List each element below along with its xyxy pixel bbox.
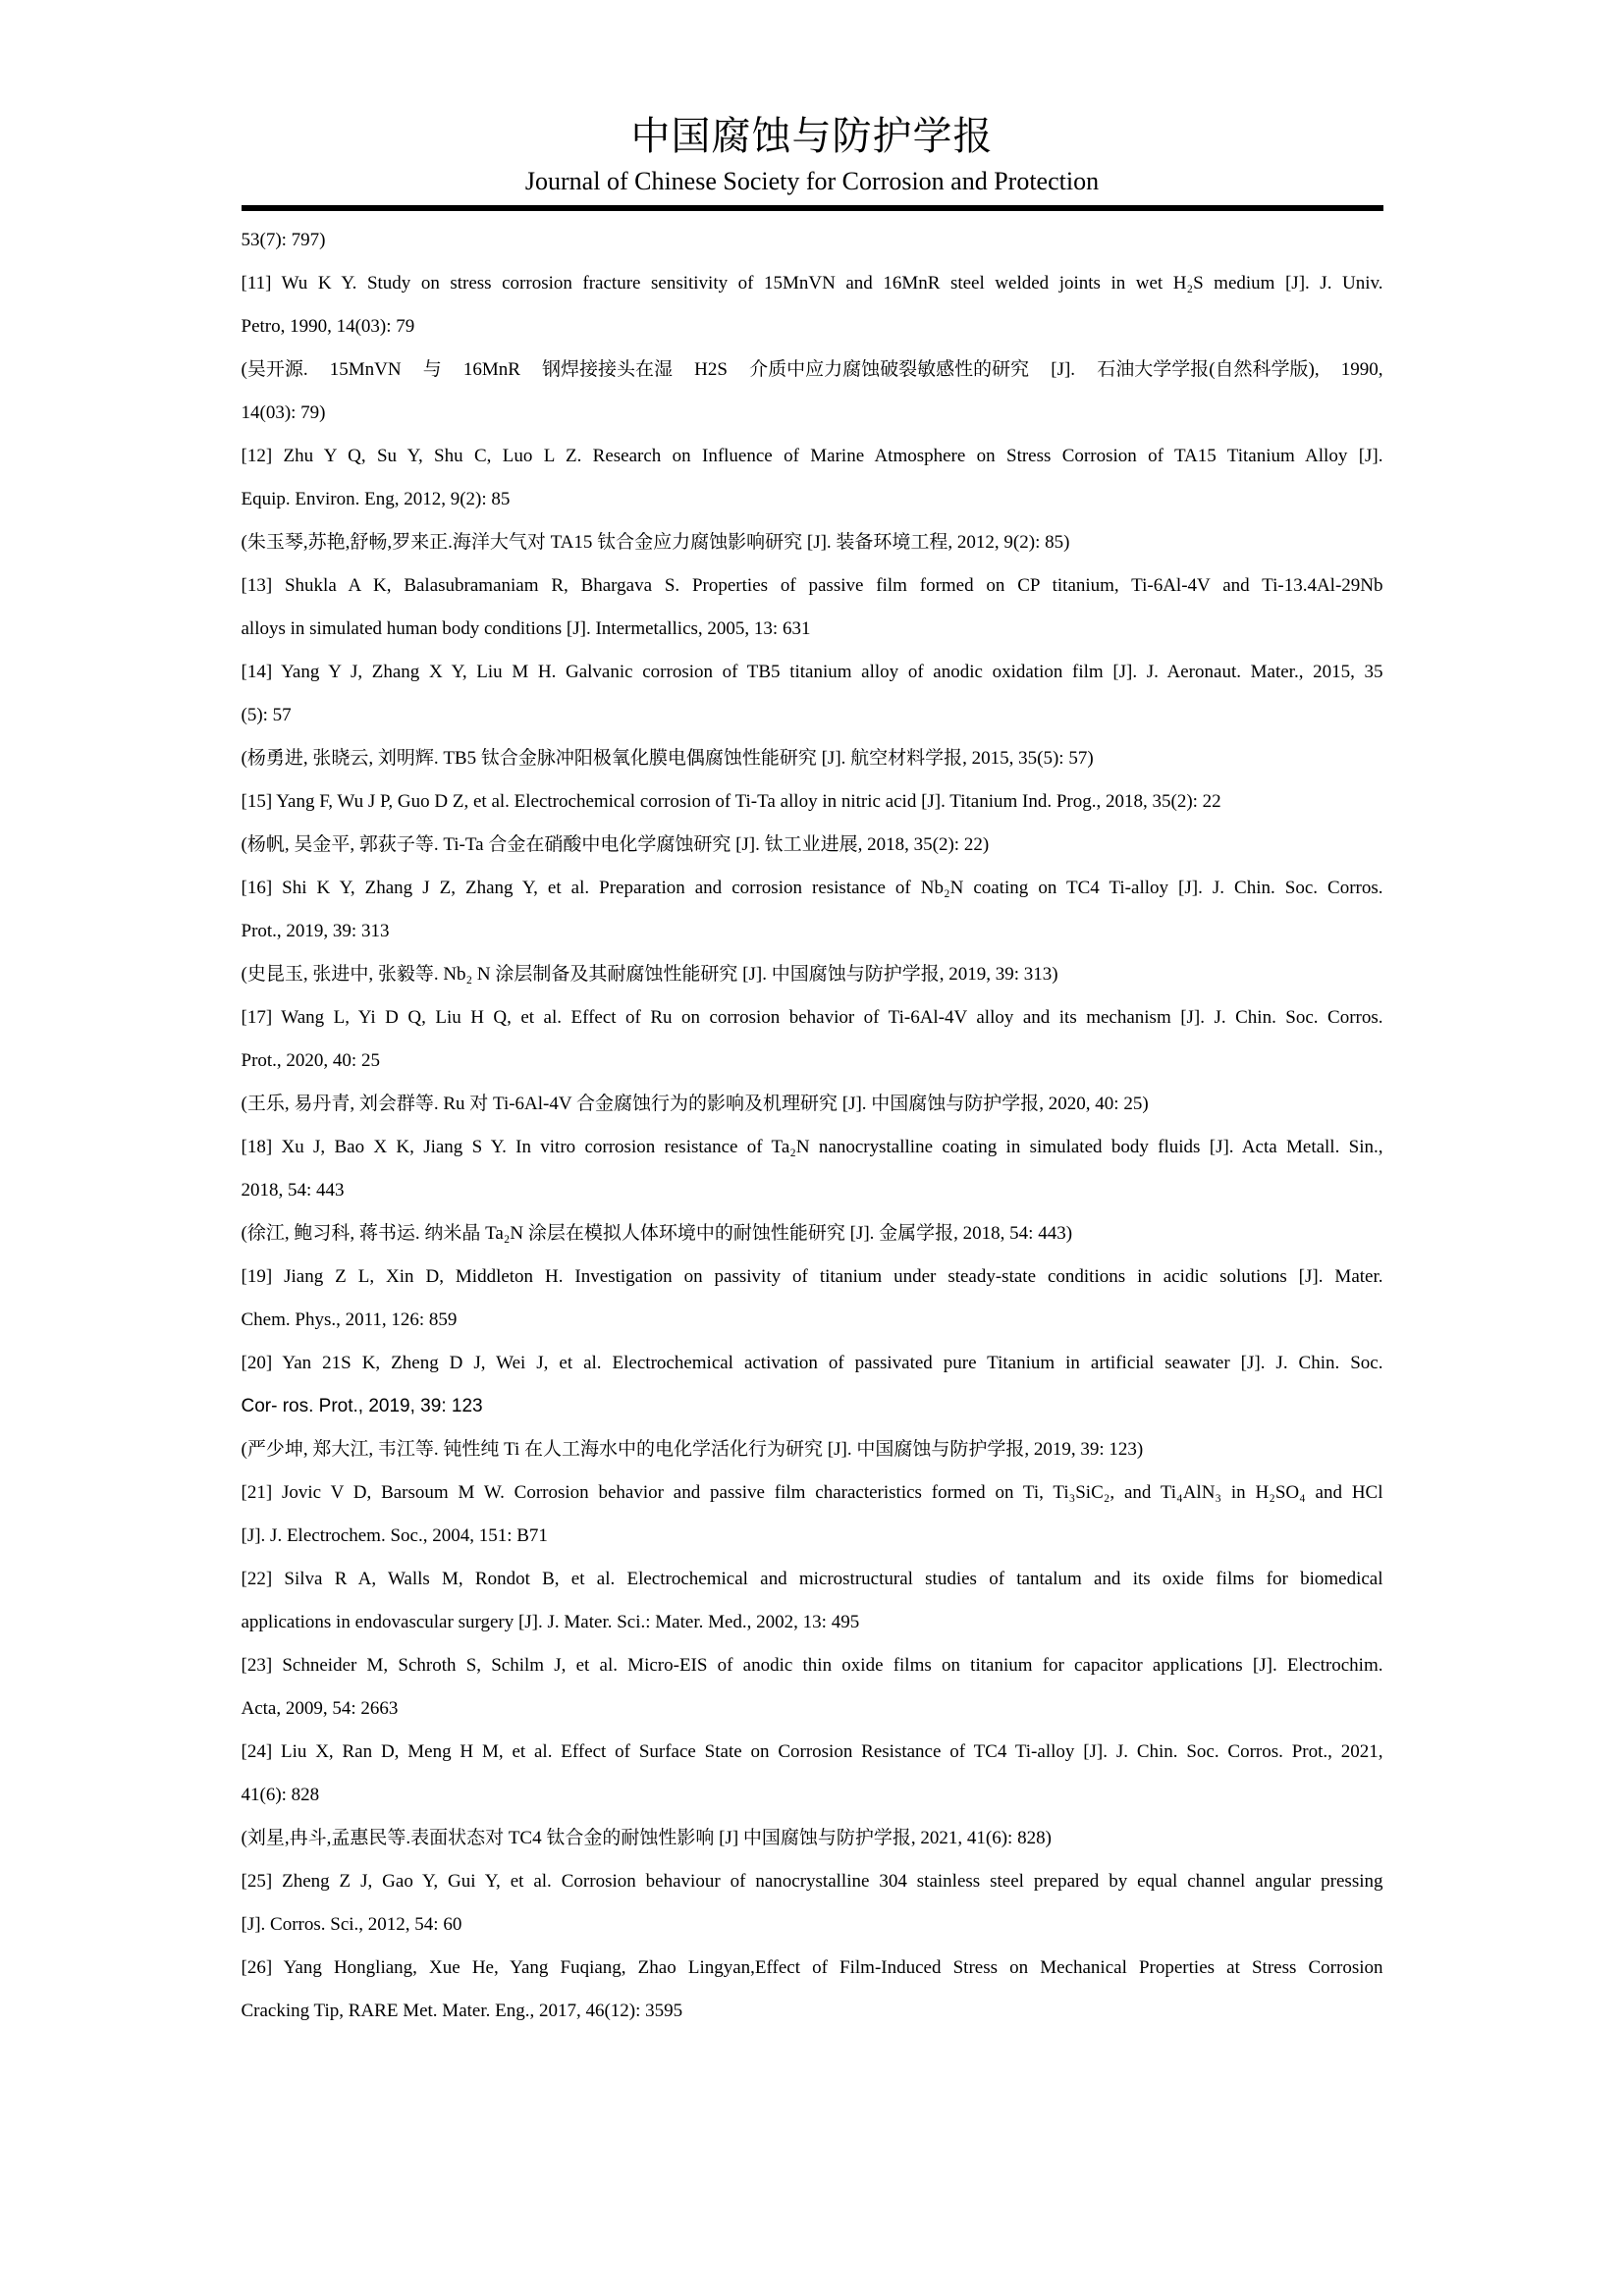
ref-23-line-1: [23] Schneider M, Schroth S, Schilm J, et al. Micro-EIS of anodic thin oxide films on titanium for capacitor applications [J]. Electrochim.: [241, 1655, 1383, 1676]
ref-12-line-3: (朱玉琴,苏艳,舒畅,罗来正.海洋大气对 TA15 钛合金应力腐蚀影响研究 [J]. 装备环境工程, 2012, 9(2): 85): [241, 532, 1070, 553]
page-header: [0, 0, 1624, 211]
ref-25-line-2: [J]. Corros. Sci., 2012, 54: 60: [241, 1914, 462, 1935]
ref-19-line-2: Chem. Phys., 2011, 126: 859: [241, 1309, 458, 1330]
ref-13-line-2: alloys in simulated human body conditions [J]. Intermetallics, 2005, 13: 631: [241, 618, 811, 639]
ref-15-line-2: (杨帆, 吴金平, 郭荻子等. Ti-Ta 合金在硝酸中电化学腐蚀研究 [J]. 钛工业进展, 2018, 35(2): 22): [241, 834, 990, 855]
ref-14-line-1: [14] Yang Y J, Zhang X Y, Liu M H. Galvanic corrosion of TB5 titanium alloy of anodic oxidation film [J]. J. Aeronaut. Mater., 2015, 35: [241, 662, 1383, 682]
ref-24-line-2: 41(6): 828: [241, 1785, 320, 1805]
ref-16-line-2: Prot., 2019, 39: 313: [241, 921, 390, 941]
ref-12-line-1: [12] Zhu Y Q, Su Y, Shu C, Luo L Z. Research on Influence of Marine Atmosphere on Stress Corrosion of TA15 Titanium Alloy [J].: [241, 446, 1383, 466]
ref-11-line-2: Petro, 1990, 14(03): 79: [241, 316, 415, 337]
ref-14-line-2: (5): 57: [241, 705, 292, 725]
ref-10-continuation-line-1: 53(7): 797): [241, 230, 326, 250]
ref-12-line-2: Equip. Environ. Eng, 2012, 9(2): 85: [241, 489, 511, 509]
ref-18-line-2: 2018, 54: 443: [241, 1180, 345, 1201]
ref-22-line-1: [22] Silva R A, Walls M, Rondot B, et al. Electrochemical and microstructural studies of tantalum and its oxide films for biomedical: [241, 1569, 1383, 1589]
ref-11-line-4: 14(03): 79): [241, 402, 326, 423]
ref-20-line-1: [20] Yan 21S K, Zheng D J, Wei J, et al. Electrochemical activation of passivated pure Titanium in artificial seawater [J]. J. Chin. Soc.: [241, 1353, 1383, 1373]
header-rule: [242, 205, 1383, 211]
ref-13-line-1: [13] Shukla A K, Balasubramaniam R, Bhargava S. Properties of passive film formed on CP titanium, Ti-6Al-4V and Ti-13.4Al-29Nb: [241, 575, 1383, 596]
ref-25-line-1: [25] Zheng Z J, Gao Y, Gui Y, et al. Corrosion behaviour of nanocrystalline 304 stainless steel prepared by equal channel angular pressing: [241, 1871, 1383, 1892]
ref-15-line-1: [15] Yang F, Wu J P, Guo D Z, et al. Electrochemical corrosion of Ti-Ta alloy in nitric acid [J]. Titanium Ind. Prog., 2018, 35(2): 22: [241, 791, 1221, 812]
ref-22-line-2: applications in endovascular surgery [J]. J. Mater. Sci.: Mater. Med., 2002, 13: 495: [241, 1612, 860, 1632]
ref-23-line-2: Acta, 2009, 54: 2663: [241, 1698, 399, 1719]
journal-title-chinese: 中国腐蚀与防护学报: [630, 114, 994, 158]
ref-16-line-1: [16] Shi K Y, Zhang J Z, Zhang Y, et al. Preparation and corrosion resistance of Nb₂N coating on TC4 Ti-alloy [J]. J. Chin. Soc. Corros.: [241, 878, 1383, 898]
ref-18-line-1: [18] Xu J, Bao X K, Jiang S Y. In vitro corrosion resistance of Ta₂N nanocrystalline coating in simulated body fluids [J]. Acta Metall. Sin.,: [241, 1137, 1383, 1157]
references-list: [242, 219, 1383, 2033]
ref-20-line-3: (严少坤, 郑大江, 韦江等. 钝性纯 Ti 在人工海水中的电化学活化行为研究 [J]. 中国腐蚀与防护学报, 2019, 39: 123): [241, 1439, 1144, 1460]
ref-24-line-3: (刘星,冉斗,孟惠民等.表面状态对 TC4 钛合金的耐蚀性影响 [J] 中国腐蚀与防护学报, 2021, 41(6): 828): [241, 1828, 1052, 1848]
ref-11-line-3: (吴开源. 15MnVN 与 16MnR 钢焊接接头在湿 H2S 介质中应力腐蚀破裂敏感性的研究 [J]. 石油大学学报(自然科学版), 1990,: [241, 359, 1383, 380]
ref-26-line-1: [26] Yang Hongliang, Xue He, Yang Fuqiang, Zhao Lingyan,Effect of Film-Induced Stress on Mechanical Properties at Stress Corrosion: [241, 1957, 1383, 1978]
ref-18-line-3: (徐江, 鲍习科, 蒋书运. 纳米晶 Ta₂N 涂层在模拟人体环境中的耐蚀性能研究 [J]. 金属学报, 2018, 54: 443): [241, 1223, 1073, 1244]
ref-21-line-1: [21] Jovic V D, Barsoum M W. Corrosion behavior and passive film characteristics formed on Ti, Ti₃SiC₂, and Ti₄AlN₃ in H₂SO₄ and HCl: [241, 1482, 1383, 1503]
ref-19-line-1: [19] Jiang Z L, Xin D, Middleton H. Investigation on passivity of titanium under steady-state conditions in acidic solutions [J]. Mater.: [241, 1266, 1383, 1287]
ref-24-line-1: [24] Liu X, Ran D, Meng H M, et al. Effect of Surface State on Corrosion Resistance of TC4 Ti-alloy [J]. J. Chin. Soc. Corros. Prot., 2021,: [241, 1741, 1383, 1762]
ref-17-line-1: [17] Wang L, Yi D Q, Liu H Q, et al. Effect of Ru on corrosion behavior of Ti-6Al-4V alloy and its mechanism [J]. J. Chin. Soc. Corros.: [241, 1007, 1383, 1028]
ref-17-line-2: Prot., 2020, 40: 25: [241, 1050, 380, 1071]
journal-title-english: Journal of Chinese Society for Corrosion and Protection: [524, 167, 1100, 195]
ref-11-line-1: [11] Wu K Y. Study on stress corrosion fracture sensitivity of 15MnVN and 16MnR steel welded joints in wet H₂S medium [J]. J. Univ.: [241, 273, 1383, 294]
ref-20-line-2: Cor- ros. Prot., 2019, 39: 123: [241, 1396, 483, 1416]
ref-21-line-2: [J]. J. Electrochem. Soc., 2004, 151: B71: [241, 1525, 548, 1546]
ref-14-line-3: (杨勇进, 张晓云, 刘明辉. TB5 钛合金脉冲阳极氧化膜电偶腐蚀性能研究 [J]. 航空材料学报, 2015, 35(5): 57): [241, 748, 1094, 769]
ref-16-line-3: (史昆玉, 张进中, 张毅等. Nb₂ N 涂层制备及其耐腐蚀性能研究 [J]. 中国腐蚀与防护学报, 2019, 39: 313): [241, 964, 1058, 985]
ref-17-line-3: (王乐, 易丹青, 刘会群等. Ru 对 Ti-6Al-4V 合金腐蚀行为的影响及机理研究 [J]. 中国腐蚀与防护学报, 2020, 40: 25): [241, 1094, 1149, 1114]
ref-26-line-2: Cracking Tip, RARE Met. Mater. Eng., 2017, 46(12): 3595: [241, 2001, 683, 2021]
